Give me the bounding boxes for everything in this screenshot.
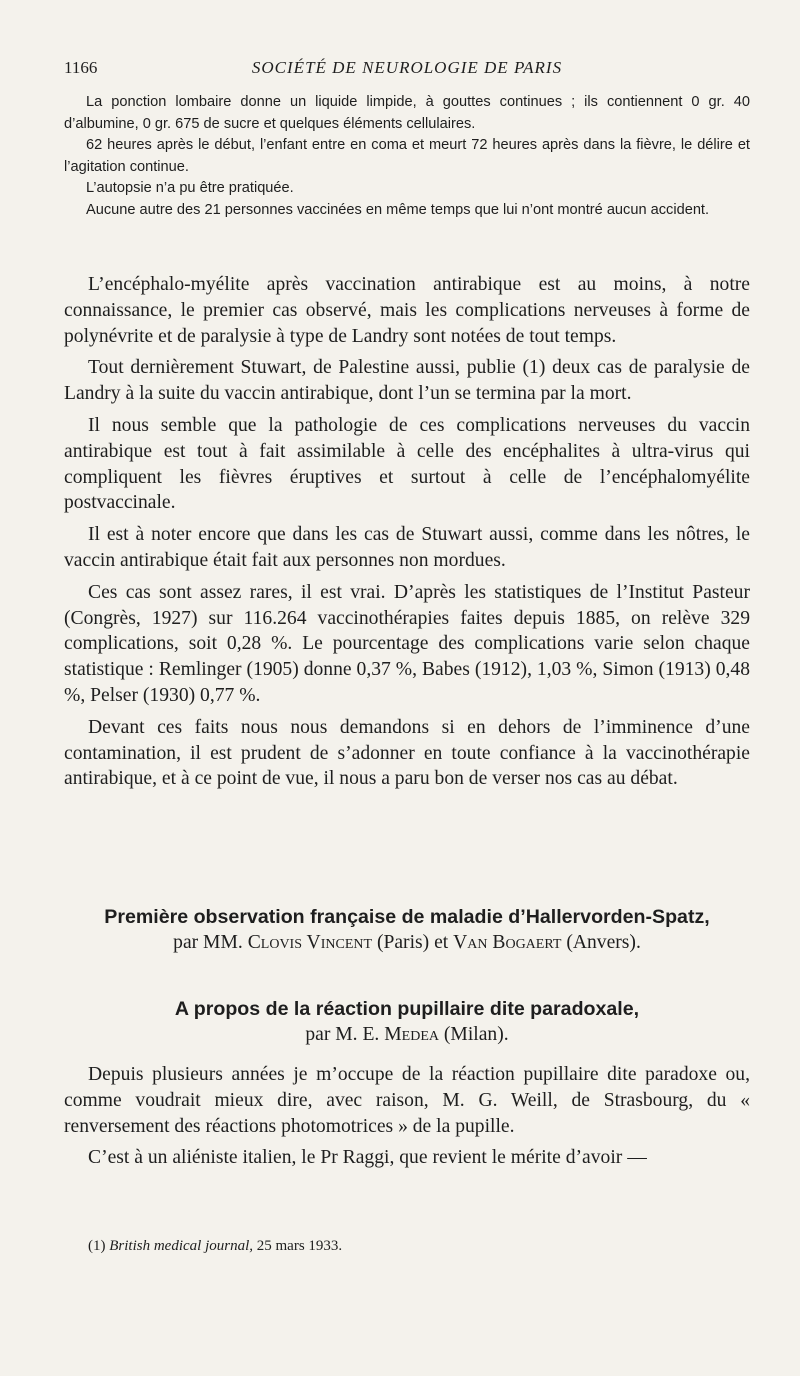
author-place: (Anvers). [566, 932, 641, 953]
footnote [88, 1236, 750, 1256]
case-note-paragraph: 62 heures après le début, l’enfant entre en coma et meurt 72 heures après dans la fièvre, le délire et l’agitation continue. [64, 137, 750, 175]
discussion-paragraph: Il nous semble que la pathologie de ces complications nerveuses du vaccin antirabique est tout à fait assimilable à celle des encéphalites à ultra-virus qui compliquent les fièvres éruptives et surtout à celle de l’encéphalomyélite postvaccinale. [64, 414, 750, 514]
page-number: 1166 [64, 58, 98, 77]
article-heading-1 [64, 904, 750, 956]
case-note-paragraph: La ponction lombaire donne un liquide limpide, à gouttes continues ; ils contiennent 0 gr. 40 d’albumine, 0 gr. 675 de sucre et quelques éléments cellulaires. [64, 94, 750, 132]
case-note-paragraph: L’autopsie n’a pu être pratiquée. [86, 180, 294, 196]
authors-prefix: par M. E. [305, 1024, 380, 1045]
author-name: Van Bogaert [453, 932, 562, 953]
discussion-paragraph: Devant ces faits nous nous demandons si en dehors de l’imminence d’une contamination, il est prudent de s’adonner en toute confiance à la vaccinothérapie antirabique, et à ce point de vue, il nous a paru bon de verser nos cas au débat. [64, 716, 750, 790]
article-title: A propos de la réaction pupillaire dite paradoxale, [174, 998, 640, 1020]
article-authors [64, 1022, 750, 1048]
article-heading-2 [64, 996, 750, 1048]
author-place: (Milan). [443, 1024, 509, 1045]
discussion-paragraph: Il est à noter encore que dans les cas de Stuwart aussi, comme dans les nôtres, le vaccin antirabique était fait aux personnes non mordues. [64, 524, 750, 571]
discussion-paragraph: Tout dernièrement Stuwart, de Palestine aussi, publie (1) deux cas de paralysie de Landry à la suite du vaccin antirabique, dont l’un se termina par la mort. [64, 357, 750, 405]
author-name: Clovis Vincent [247, 932, 373, 953]
article-title: Première observation française de maladie d’Hallervorden-Spatz, [104, 906, 710, 928]
case-notes [64, 92, 750, 221]
footnote-journal: British medical journal, [109, 1238, 253, 1254]
discussion [64, 272, 750, 798]
discussion-paragraph: Ces cas sont assez rares, il est vrai. D’après les statistiques de l’Institut Pasteur (Congrès, 1927) sur 116.264 vaccinothérapies faites depuis 1885, on relève 329 complications, soit 0,28 %. Le pourcentage des complications varie selon chaque statistique : Remlinger (1905) donne 0,37 %, Babes (1912), 1,03 %, Simon (1913) 0,48 %, Pelser (1930) 0,77 %. [64, 581, 750, 706]
page-header [64, 58, 750, 82]
authors-prefix: par MM. [173, 932, 243, 953]
article-2-body [64, 1062, 750, 1177]
article-paragraph: C’est à un aliéniste italien, le Pr Raggi, que revient le mérite d’avoir — [88, 1147, 647, 1169]
case-note-paragraph: Aucune autre des 21 personnes vaccinées en même temps que lui n’ont montré aucun accident. [86, 201, 710, 218]
footnote-date: 25 mars 1933. [256, 1238, 343, 1254]
author-name: Medea [384, 1024, 439, 1045]
footnote-marker: (1) [88, 1238, 106, 1254]
running-title: SOCIÉTÉ DE NEUROLOGIE DE PARIS [251, 58, 563, 77]
discussion-paragraph: L’encéphalo-myélite après vaccination antirabique est au moins, à notre connaissance, le premier cas observé, mais les complications nerveuses à forme de polynévrite et de paralysie à type de Landry sont notées de tout temps. [64, 274, 750, 347]
author-place: (Paris) et [376, 932, 449, 953]
article-authors [64, 930, 750, 956]
article-paragraph: Depuis plusieurs années je m’occupe de la réaction pupillaire dite paradoxe ou, comme voudrait mieux dire, avec raison, M. G. Weill, de Strasbourg, du « renversement des réactions photomotrices » de la pupille. [64, 1064, 750, 1137]
